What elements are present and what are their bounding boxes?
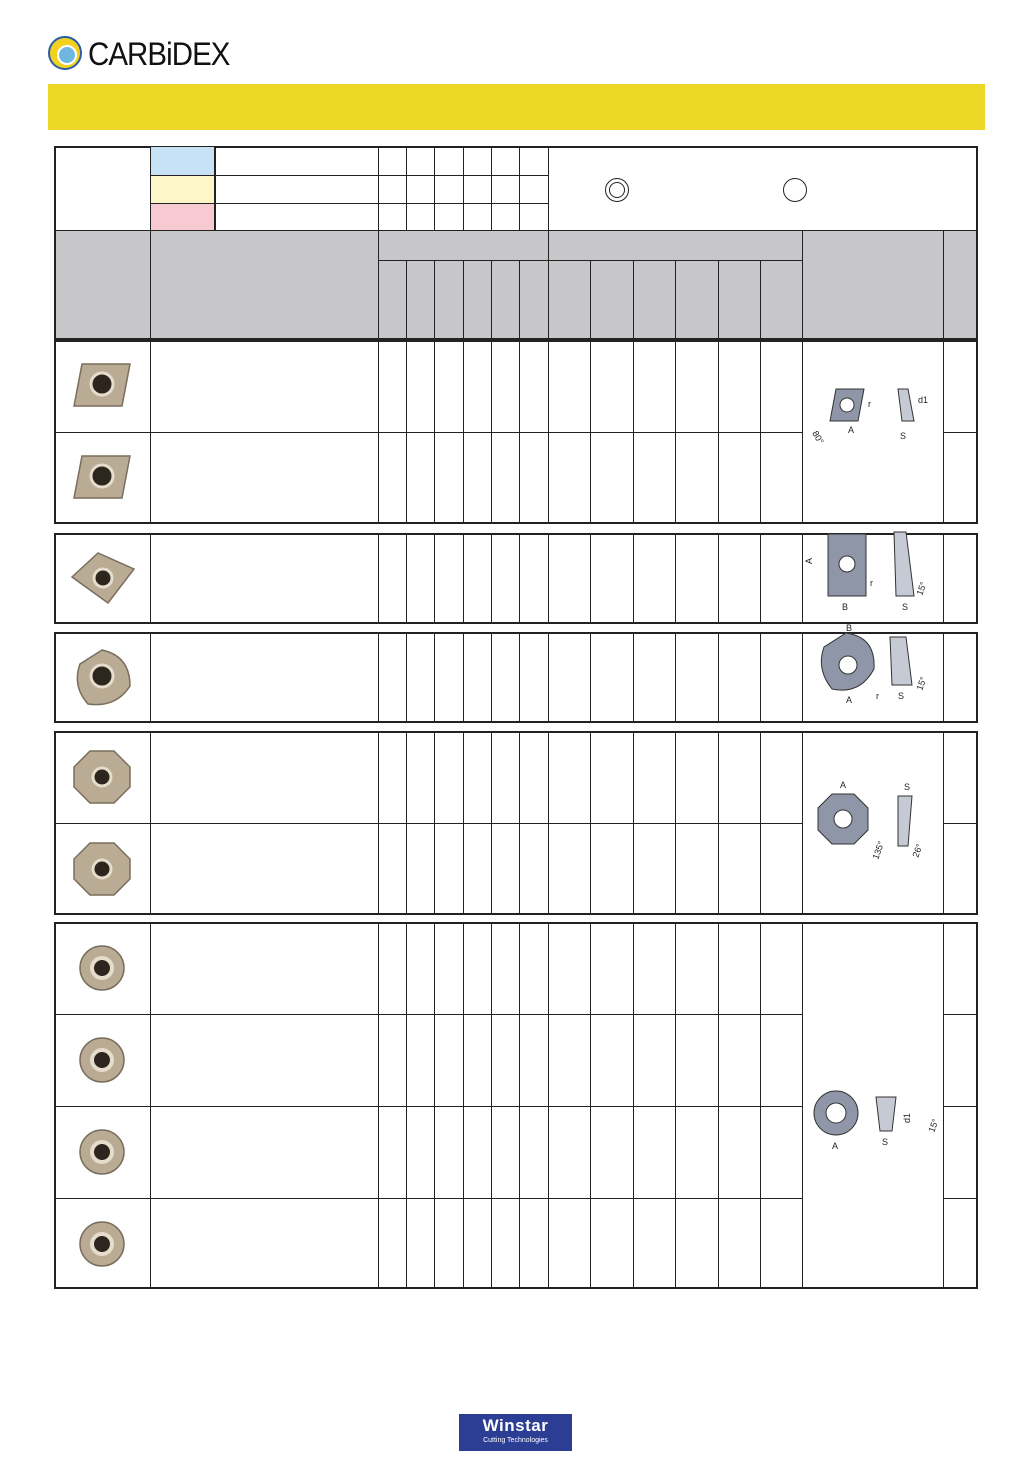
insert-photo	[68, 1028, 136, 1097]
insert-dimension-drawing	[806, 377, 941, 492]
insert-dimension-drawing	[806, 1051, 941, 1166]
column-divider	[718, 533, 719, 624]
table-header	[54, 230, 978, 340]
svg-text:B: B	[842, 601, 849, 612]
column-divider	[378, 533, 379, 624]
column-divider	[519, 533, 520, 624]
column-divider	[802, 340, 803, 524]
column-divider	[434, 632, 435, 723]
column-divider	[434, 533, 435, 624]
insert-photo	[68, 837, 136, 906]
svg-text:S: S	[902, 601, 909, 612]
column-divider	[802, 922, 803, 1289]
insert-dimension-drawing	[806, 623, 941, 738]
title-banner	[48, 84, 985, 130]
svg-text:r: r	[870, 577, 873, 588]
row-divider	[943, 823, 978, 824]
row-divider	[54, 432, 802, 433]
column-divider	[491, 533, 492, 624]
column-divider	[760, 533, 761, 624]
insert-photo	[68, 936, 136, 1005]
svg-text:A: A	[804, 557, 814, 564]
circle-icon	[783, 178, 807, 202]
column-divider	[590, 632, 591, 723]
column-divider	[802, 632, 803, 723]
row-divider	[943, 1106, 978, 1107]
svg-text:A: A	[840, 780, 847, 790]
insert-photo	[68, 354, 136, 423]
insert-photo	[68, 446, 136, 515]
insert-photo	[68, 1212, 136, 1281]
legend-swatch-blue	[151, 147, 215, 175]
double-circle-icon	[605, 178, 629, 202]
column-divider	[633, 533, 634, 624]
column-divider	[406, 533, 407, 624]
column-divider	[406, 632, 407, 723]
column-divider	[378, 632, 379, 723]
column-divider	[760, 632, 761, 723]
row-divider	[54, 1198, 802, 1199]
svg-text:S: S	[898, 690, 905, 701]
brand-emblem-icon	[48, 36, 82, 70]
insert-dimension-drawing	[806, 768, 941, 883]
column-divider	[491, 632, 492, 723]
column-divider	[150, 533, 151, 624]
column-divider	[943, 632, 944, 723]
footer-logo	[459, 1414, 572, 1451]
insert-dimension-drawing	[806, 524, 941, 639]
legend-swatch-pink	[151, 204, 215, 230]
column-divider	[675, 533, 676, 624]
footer-brand-sub: Cutting Technologies	[483, 1437, 548, 1444]
svg-text:15°: 15°	[914, 674, 929, 692]
brand-logo	[48, 36, 248, 74]
column-divider	[675, 632, 676, 723]
column-divider	[718, 632, 719, 723]
row-divider	[54, 1106, 802, 1107]
svg-text:A: A	[846, 694, 853, 705]
row-divider	[943, 1198, 978, 1199]
svg-text:B: B	[846, 622, 853, 633]
column-divider	[463, 533, 464, 624]
svg-text:S: S	[900, 431, 907, 441]
column-divider	[150, 632, 151, 723]
svg-text:15°: 15°	[926, 1116, 941, 1134]
column-divider	[548, 533, 549, 624]
svg-text:d1: d1	[902, 1112, 912, 1123]
column-divider	[943, 533, 944, 624]
svg-text:A: A	[848, 425, 855, 435]
column-divider	[802, 731, 803, 915]
svg-text:135°: 135°	[870, 839, 887, 861]
svg-text:S: S	[904, 782, 911, 792]
legend-swatch-yellow	[151, 176, 215, 204]
svg-text:d1: d1	[918, 395, 929, 405]
footer-brand-name: Winstar	[482, 1416, 549, 1435]
svg-text:S: S	[882, 1136, 889, 1147]
column-divider	[590, 533, 591, 624]
svg-text:r: r	[868, 399, 871, 409]
row-divider	[943, 1014, 978, 1015]
insert-photo	[68, 745, 136, 814]
column-divider	[633, 632, 634, 723]
row-divider	[54, 1014, 802, 1015]
row-divider	[54, 823, 802, 824]
column-divider	[802, 533, 803, 624]
brand-name: CARBiDEX	[88, 36, 230, 72]
svg-text:15°: 15°	[914, 579, 929, 597]
insert-photo	[68, 646, 136, 715]
svg-text:26°: 26°	[910, 842, 925, 859]
column-divider	[519, 632, 520, 723]
column-divider	[463, 632, 464, 723]
svg-text:80°: 80°	[810, 429, 826, 446]
insert-photo	[68, 1120, 136, 1189]
column-divider	[548, 632, 549, 723]
row-divider	[943, 432, 978, 433]
insert-photo	[68, 547, 136, 616]
svg-text:A: A	[832, 1140, 839, 1151]
svg-text:r: r	[876, 690, 879, 701]
